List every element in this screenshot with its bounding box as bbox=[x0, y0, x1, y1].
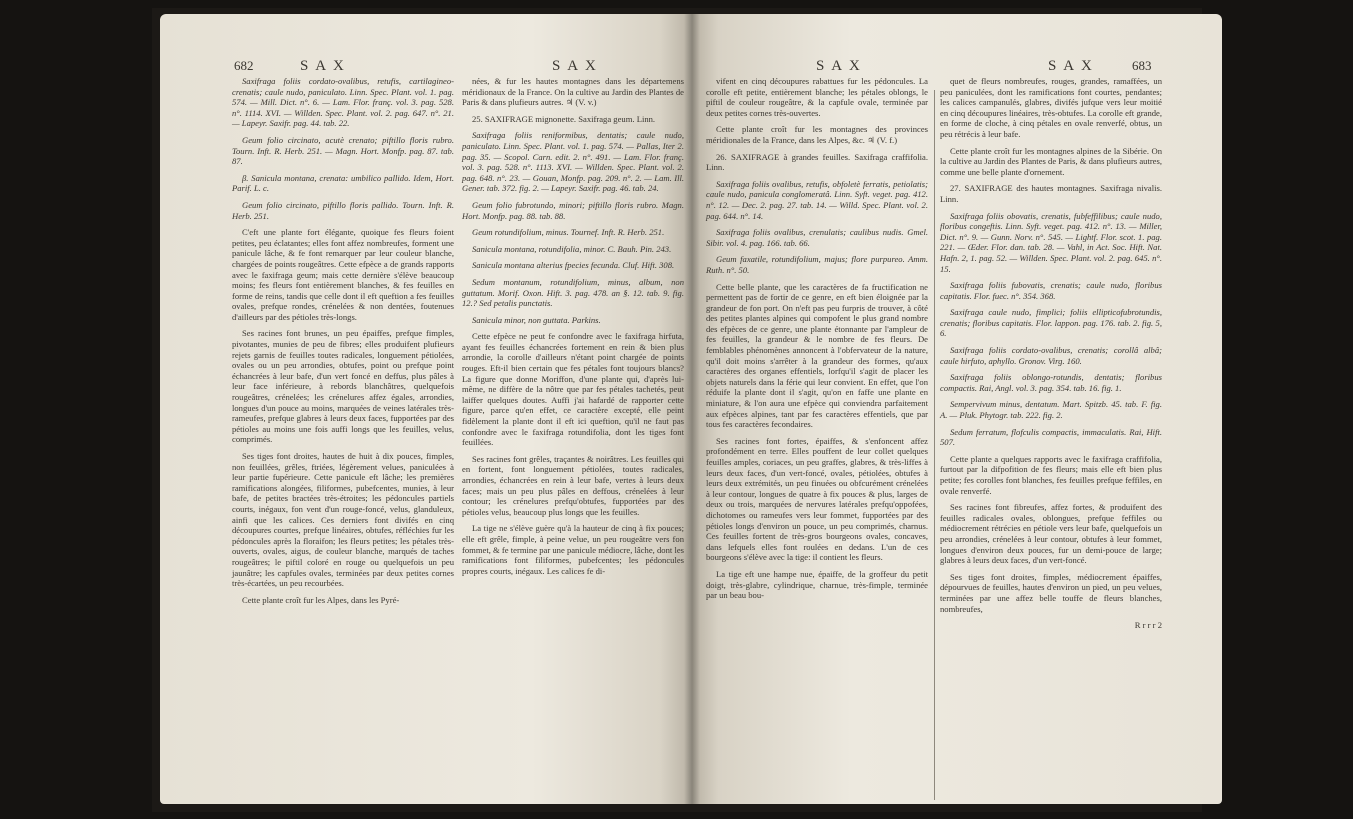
paragraph: Ses racines font fibreufes, affez fortes, & produifent des feuilles radicales ovales, oblongues, prefque feffiles ou médiocrement rétrécies en pétiole vers leur bafe, quelquefois un peu arrondies, crénelées à leur contour, obtufes à leur fommet, longues d'environ deux pouces, fur un demi-pouce de large; glabres à leurs deux faces, d'un vert-foncé. bbox=[940, 502, 1162, 566]
paragraph: Saxifraga foliis obovatis, crenatis, fubfeffilibus; caule nudo, floribus congeftis. Linn. Syft. veget. pag. 412. n°. 13. — Miller, Dict. n°. 9. — Gunn. Norv. n°. 545. — Lightf. Flor. scot. 1. pag. 221. — Œder. Flor. dan. tab. 28. — Vahl, in Act. Soc. Hift. Nat. Hafn. 2, 1. pag. 52. — Willden. Spec. Plant. vol. 2. pag. 645. n°. 15. bbox=[940, 210, 1162, 274]
column-rule bbox=[934, 90, 935, 800]
paragraph: Ses tiges font droites, fimples, médiocrement épaiffes, dépourvues de feuilles, hautes d'environ un pied, un peu velues, terminées par une affez belle touffe de fleurs blanches, nombreufes, bbox=[940, 571, 1162, 614]
species-heading: 25. SAXIFRAGE mignonette. Saxifraga geum. Linn. bbox=[472, 113, 656, 124]
paragraph: Saxifraga foliis cordato-ovalibus, retufis, cartilagineo-crenatis; caule nudo, paniculato. Linn. Spec. Plant. vol. 1. pag. 574. — Mill. Dict. n°. 6. — Lam. Flor. franç. vol. 3. pag. 528. n°. 1114. XVI. — Willden. Spec. Plant. vol. 2. pag. 647. n°. 21. — Lapeyr. Saxifr. pag. 44. tab. 22. bbox=[232, 76, 454, 129]
paragraph: Ses racines font grêles, traçantes & noirâtres. Les feuilles qui en fortent, font longuement pétiolées, toutes radicales, arrondies, échancrées en rein à leur bafe, vertes à leurs deux faces; mais un peu plus pâles en deffous, crénelées à leur contour; les crénelures prefqu'obtufes, fupportées par des pétioles velus, beaucoup plus longs que les feuilles. bbox=[462, 453, 684, 517]
left-column-1 bbox=[232, 76, 454, 611]
paragraph: Geum folio fubrotundo, minori; piftillo floris rubro. Magn. Hort. Monfp. pag. 88. tab. 88. bbox=[462, 199, 684, 221]
paragraph: quet de fleurs nombreufes, rouges, grandes, ramaffées, un peu paniculées, dont les ramifications font courtes, pendantes; les calices campanulés, glabres, divifés jufque vers leur moitié en cinq découpures linéaires, très-obtufes. La corolle eft grande, en forme de cloche, à cinq pétales en ovale renverfé, obtus, un peu rétrécis à leur bafe. bbox=[940, 76, 1162, 139]
paragraph: Sedum montanum, rotundifolium, minus, album, non guttatum. Morif. Oxon. Hift. 3. pag. 478. an §. 12. tab. 9. fig. 12.? Sed petalis punctatis. bbox=[462, 276, 684, 309]
paragraph: Saxifraga foliis oblongo-rotundis, dentatis; floribus compactis. Rai, Angl. vol. 3. pag. 354. tab. 16. fig. 1. bbox=[940, 372, 1162, 393]
right-running-head bbox=[692, 58, 1222, 76]
signature-mark: R r r r 2 bbox=[1134, 620, 1162, 631]
paragraph: Saxifraga foliis fubovatis, crenatis; caule nudo, floribus capitatis. Flor. fuec. n°. 354. 368. bbox=[940, 280, 1162, 301]
paragraph: Sanicula montana, rotundifolia, minor. C. Bauh. Pin. 243. bbox=[472, 243, 672, 254]
paragraph: Saxifraga foliis ovalibus, crenulatis; caulibus nudis. Gmel. Sibir. vol. 4. pag. 166. tab. 66. bbox=[706, 227, 928, 248]
paragraph: Saxifraga caule nudo, fimplici; foliis ellipticofubrotundis, crenatis; floribus capitatis. Flor. lappon. pag. 176. tab. 2. fig. 5, 6. bbox=[940, 307, 1162, 339]
paragraph: Geum folio circinato, piftillo floris pallido. Tourn. Inft. R. Herb. 251. bbox=[232, 199, 454, 221]
species-heading: 26. SAXIFRAGE à grandes feuilles. Saxifraga craffifolia. Linn. bbox=[706, 151, 928, 173]
paragraph: La tige eft une hampe nue, épaiffe, de la groffeur du petit doigt, très-glabre, cylindrique, charnue, très-fimple, terminée par un beau bou- bbox=[706, 568, 928, 601]
paragraph: Cette plante croît fur les montagnes des provinces méridionales de la France, dans les Alpes, &c. ♃ (V. f.) bbox=[706, 124, 928, 145]
paragraph: Cette plante croît fur les montagnes alpines de la Sibérie. On la cultive au Jardin des Plantes de Paris, & dans plufieurs autres, comme une belle plante d'ornement. bbox=[940, 145, 1162, 177]
paragraph: Cette plante a quelques rapports avec le faxifraga craffifolia, furtout par la difpofition de fes fleurs; mais elle eft bien plus petite; fes corolles font blanches, fes feuilles prefque feffiles, en ovale renverfé. bbox=[940, 453, 1162, 496]
left-head-title-1: S A X bbox=[300, 58, 346, 74]
paragraph: C'eft une plante fort élégante, quoique fes fleurs foient petites, peu éclatantes; elles font affez nombreufes, forment une panicule lâche, & fe font remarquer par leur couleur blanche, chargées de points rougeâtres. Cette efpèce a de grands rapports avec le faxifraga geum; mais cette dernière s'élève beaucoup moins; fes fleurs font entièrement blanches, & fes feuilles en forme de reins, tandis que celle dont il eft queftion a fes feuilles ovales, prefque rondes, crénelées & non dentées, foutenues d'ailleurs par des pétioles très-longs. bbox=[232, 227, 454, 322]
left-head-title-2: S A X bbox=[552, 58, 598, 74]
right-page-number: 683 bbox=[1132, 58, 1152, 73]
book-gutter bbox=[684, 14, 700, 804]
paragraph: Geum faxatile, rotundifolium, majus; flore purpureo. Amm. Ruth. n°. 50. bbox=[706, 254, 928, 275]
right-column-1 bbox=[706, 76, 928, 607]
paragraph: La tige ne s'élève guère qu'à la hauteur de cinq à fix pouces; elle eft grêle, fimple, à peine velue, un peu rougeâtre vers fon fommet, & fe termine par une panicule médiocre, lâche, dont les ramifications font filiformes, pubefcentes; les pédoncules propres courts, inégaux. Les calices fe di- bbox=[462, 523, 684, 576]
left-column-2 bbox=[462, 76, 684, 582]
right-column-2 bbox=[940, 76, 1162, 637]
paragraph: Sempervivum minus, dentatum. Mart. Spitzb. 45. tab. F. fig. A. — Pluk. Phytogr. tab. 222. fig. 2. bbox=[940, 399, 1162, 421]
paragraph: Cette belle plante, que les caractères de fa fructification ne permettent pas de fortir de ce genre, en eft bien éloignée par la grandeur de fon port. On n'eft pas peu furpris de trouver, à côté des petites plantes alpines qui compofent le plus grand nombre des efpèces de ce genre, une plante étonnante par l'ampleur de fes feuilles, la grandeur & le nombre de fes fleurs. De femblables phénomènes annoncent à l'obfervateur de la nature, qu'il doit moins s'arrêter à la grandeur des formes, qu'aux caractères des organes effentiels, lorfqu'il s'agit de placer les objets naturels dans la férie qui leur convient. En effet, que l'on réduife la plante dont il s'agit, qu'on en faffe une plante en miniature, & l'on aura une efpèce qui conviendra parfaitement aux efpèces alpines, tant par fes caractères effentiels, que par tous fes caractères fecondaires. bbox=[706, 281, 928, 430]
paragraph: Ses tiges font droites, hautes de huit à dix pouces, fimples, non feuillées, grêles, ftriées, légèrement velues, paniculées à leur partie fupérieure. Cette panicule eft lâche; les premières ramifications alongées, filiformes, pubefcentes, munies, à leur bafe, de petites bractées très-étroites; les pédoncules partiels courts, inégaux, fon vent d'un rouge-foncé, velus, glanduleux, ainfi que les calices. Ces derniers font divifés en cinq découpures courtes, prefque linéaires, obtufes, réfléchies fur les pédoncules après la floraifon; les fleurs petites; les pétales très-ouverts, ovales, aigus, de couleur blanche, marqués de taches rougeâtres; le piftil coloré en rouge ou quelquefois un peu jaunâtre; les capfules ovales, terminées par deux petites cornes très-écartées, un peu recourbées. bbox=[232, 451, 454, 589]
right-head-title-1: S A X bbox=[816, 58, 862, 74]
paragraph: Ses racines font fortes, épaiffes, & s'enfoncent affez profondément en terre. Elles pouffent de leur collet quelques feuilles amples, coriaces, un peu graffes, glabres, & très-liffes à leurs deux faces, d'un vert-foncé, ovales, pétiolées, obtufes à leurs deux extrémités, un peu finuées ou obfcurément crénelées à leur contour, longues de quatre à fix pouces & plus, larges de deux ou trois, marquées de nervures latérales prefqu'oppofées, dichotomes ou rameufes vers leur fommet, fupportées par des pétioles longs d'environ un pouce, un peu comprimés, charnus. Ces feuilles fortent de très-gros bourgeons ovales, concaves, dans lefquels elles font roulées en dedans. L'un de ces bourgeons s'élève avec la tige: il contient les fleurs. bbox=[706, 435, 928, 563]
paragraph: nées, & fur les hautes montagnes dans les départemens méridionaux de la France. On la cultive au Jardin des Plantes de Paris & dans plufieurs autres. ♃ (V. v.) bbox=[462, 76, 684, 108]
paragraph: β. Sanicula montana, crenata: umbilico pallido. Idem, Hort. Parif. L. c. bbox=[232, 172, 454, 194]
paragraph: Sedum ferratum, flofculis compactis, immaculatis. Rai, Hift. 507. bbox=[940, 426, 1162, 448]
paragraph: Sanicula minor, non guttata. Parkins. bbox=[472, 314, 601, 325]
left-page bbox=[160, 14, 692, 804]
right-page bbox=[692, 14, 1222, 804]
paragraph: Ses racines font brunes, un peu épaiffes, prefque fimples, pivotantes, munies de peu de fibres; elles produifent plufieurs rejets garnis de feuilles toutes radicales, longuement pétiolées, ovales ou un peu arrondies, obtufes, point ou prefque point échancrées à leur bafe, d'un vert foncé en deffus, plus pâles à leur face inférieure, à rebords blanchâtres, quelquefois rougeâtres, crénelées; les crénelures affez égales, arrondies, longues d'un pouce au moins, marquées de veines latérales très-rameufes, prefque glabres à leurs deux faces, fupportées par des pétioles au moins une fois auffi longs que les feuilles, velus, comprimés. bbox=[232, 328, 454, 445]
left-running-head bbox=[160, 58, 692, 76]
species-heading: 27. SAXIFRAGE des hautes montagnes. Saxifraga nivalis. Linn. bbox=[940, 183, 1162, 204]
paragraph: Geum rotundifolium, minus. Tournef. Inft. R. Herb. 251. bbox=[472, 227, 665, 238]
paragraph: vifent en cinq découpures rabattues fur les pédoncules. La corolle eft petite, entièrement blanche; les pétales oblongs, le piftil de couleur rougeâtre, & la capfule ovale, terminée par deux petites cornes très-ouvertes. bbox=[706, 76, 928, 118]
paragraph: Sanicula montana alterius fpecies fecunda. Cluf. Hift. 308. bbox=[472, 260, 675, 271]
paragraph: Geum folio circinato, acutè crenato; piftillo floris rubro. Tourn. Inft. R. Herb. 251. — Magn. Hort. Monfp. pag. 87. tab. 87. bbox=[232, 134, 454, 167]
paragraph: Cette plante croît fur les Alpes, dans les Pyré- bbox=[242, 594, 400, 605]
paragraph: Cette efpèce ne peut fe confondre avec le faxifraga hirfuta, ayant fes feuilles échancrées fortement en rein & bien plus arrondie, la corolle d'ailleurs n'étant point chargée de points rouges. Eft-il bien certain que fes pétales font toujours blancs? La figure que donne Moriffon, d'une plante qui, d'après lui-même, ne diffère de la nôtre que par fes pétales tachetés, peut laiffer quelques doutes. Auffi j'ai hafardé de rapporter cette figure, parce qu'en effet, ce caractère excepté, elle peint fidèlement la plante dont il eft ici queftion, qu'il ne faut pas confondre avec le faxifraga rotundifolia, dont les tiges font feuillées. bbox=[462, 331, 684, 448]
paragraph: Saxifraga foliis ovalibus, retufis, obfoletè ferratis, petiolatis; caule nudo, panicula conglomeratâ. Linn. Syft. veget. pag. 412. n°. 12. — Dec. 2. pag. 27. tab. 14. — Willd. Spec. Plant. vol. 2. pag. 644. n°. 14. bbox=[706, 178, 928, 221]
left-page-number: 682 bbox=[234, 58, 254, 73]
paragraph: Saxifraga foliis cordato-ovalibus, crenatis; corollâ albâ; caule hirfuto, aphyllo. Gronov. Virg. 160. bbox=[940, 345, 1162, 366]
paragraph: Saxifraga foliis reniformibus, dentatis; caule nudo, paniculato. Linn. Spec. Plant. vol. 1. pag. 574. — Pallas, Iter 2. pag. 35. — Scopol. Carn. edit. 2. n°. 491. — Lam. Flor. franç. vol. 3. pag. 528. n°. 1113. XVI. — Willden. Spec. Plant. vol. 2. pag. 648. n°. 23. — Gouan, Monfp. pag. 209. n°. 2. — Lam. Ill. Gener. tab. 372. fig. 2. — Lapeyr. Saxifr. pag. 46. tab. 24. bbox=[462, 130, 684, 194]
right-head-title-2: S A X bbox=[1048, 58, 1094, 74]
